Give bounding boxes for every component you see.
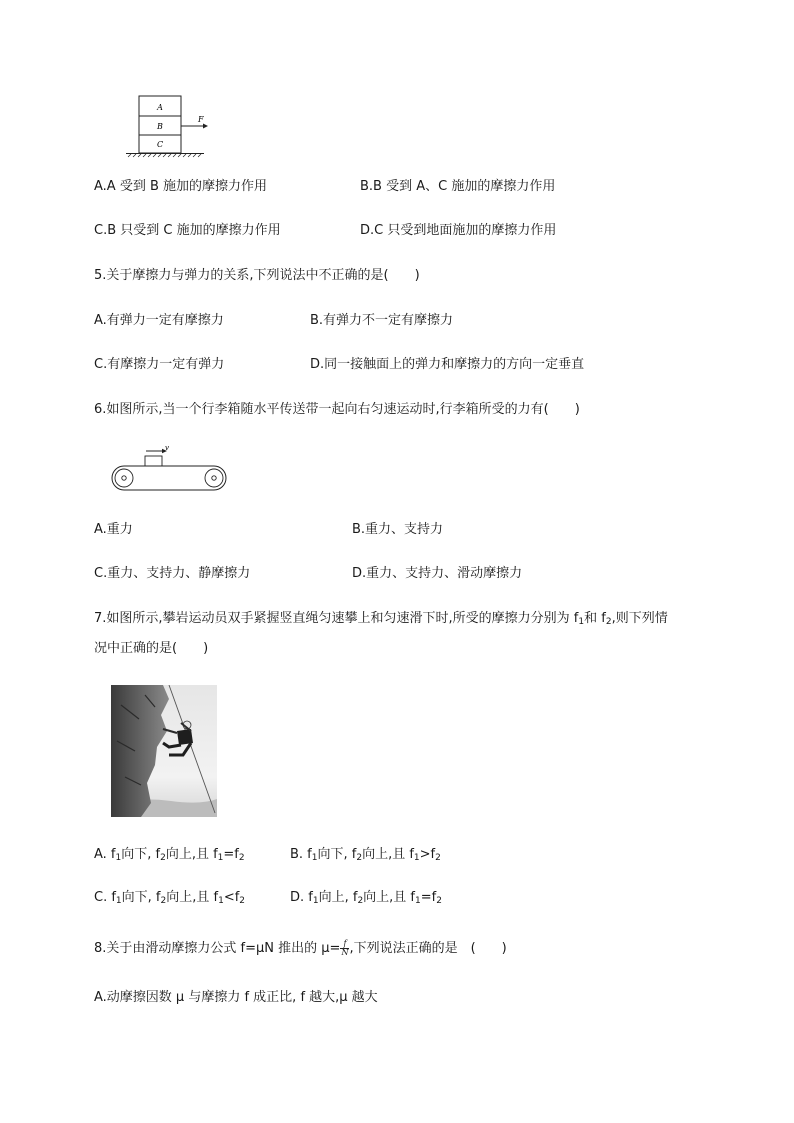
q4-option-b[interactable]: B.B 受到 A、C 施加的摩擦力作用 <box>360 179 556 194</box>
right-pulley <box>205 469 223 487</box>
q7-option-a[interactable]: A. $f_1$向下, $f_2$向上,且 $f_1=f_2$ <box>94 847 245 863</box>
q7-stem-line2: 况中正确的是( ) <box>94 641 209 656</box>
right-axle <box>212 476 216 480</box>
q8-stem: 8.关于由滑动摩擦力公式 f=μN 推出的 μ= $\frac{f}{N}$ ,下列说法正确的是 ( ) <box>94 939 507 957</box>
luggage-box <box>145 456 162 466</box>
left-axle <box>122 476 126 480</box>
q7-option-d[interactable]: D. $f_1$向上, $f_2$向上,且 $f_1=f_2$ <box>290 890 442 906</box>
q4-option-c[interactable]: C.B 只受到 C 施加的摩擦力作用 <box>94 223 281 238</box>
label-b: B <box>157 122 163 131</box>
q6-option-d[interactable]: D.重力、支持力、滑动摩擦力 <box>352 566 523 581</box>
q8-option-a[interactable]: A.动摩擦因数 μ 与摩擦力 f 成正比, f 越大,μ 越大 <box>94 990 378 1005</box>
label-a: A <box>157 103 163 112</box>
q7-stem-line1: 7.如图所示,攀岩运动员双手紧握竖直绳匀速攀上和匀速滑下时,所受的摩擦力分别为 $f_1$和 $f_2$,则下列情 <box>94 611 668 627</box>
conveyor-belt-figure <box>108 442 232 494</box>
q7-option-c[interactable]: C. $f_1$向下, $f_2$向上,且 $f_1<f_2$ <box>94 890 246 906</box>
q5-stem: 5.关于摩擦力与弹力的关系,下列说法中不正确的是( ) <box>94 268 420 283</box>
label-c: C <box>156 140 164 149</box>
mu-fraction: $\frac{f}{N}$ <box>341 939 349 957</box>
label-force: F <box>198 115 204 124</box>
stacked-blocks-figure <box>122 92 212 158</box>
rock-climber-photo <box>111 685 217 817</box>
ground-hatch <box>128 154 201 157</box>
q6-option-c[interactable]: C.重力、支持力、静摩擦力 <box>94 566 251 581</box>
q5-option-c[interactable]: C.有摩擦力一定有弹力 <box>94 357 225 372</box>
q5-option-a[interactable]: A.有弹力一定有摩擦力 <box>94 313 224 328</box>
q4-option-a[interactable]: A.A 受到 B 施加的摩擦力作用 <box>94 179 268 194</box>
q6-option-a[interactable]: A.重力 <box>94 522 133 537</box>
q6-option-b[interactable]: B.重力、支持力 <box>352 522 444 537</box>
q6-stem: 6.如图所示,当一个行李箱随水平传送带一起向右匀速运动时,行李箱所受的力有( ) <box>94 402 580 417</box>
force-arrowhead <box>203 124 208 129</box>
q5-option-b[interactable]: B.有弹力不一定有摩擦力 <box>310 313 454 328</box>
velocity-label: v <box>165 444 169 452</box>
left-pulley <box>115 469 133 487</box>
q7-option-b[interactable]: B. $f_1$向下, $f_2$向上,且 $f_1>f_2$ <box>290 847 441 863</box>
q5-option-d[interactable]: D.同一接触面上的弹力和摩擦力的方向一定垂直 <box>310 357 585 372</box>
q4-option-d[interactable]: D.C 只受到地面施加的摩擦力作用 <box>360 223 557 238</box>
